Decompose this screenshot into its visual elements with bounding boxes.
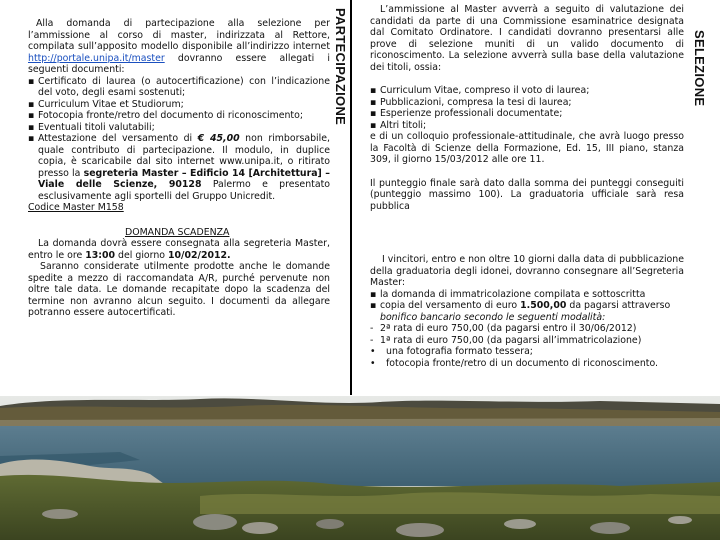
column-divider: [350, 0, 352, 395]
doc-item: ▪ Eventuali titoli valutabili;: [28, 121, 155, 133]
selection-section-label: SELEZIONE: [692, 30, 707, 107]
criteria-item: ▪ Curriculum Vitae, compreso il voto di laurea;: [370, 85, 590, 96]
deadline-text: La domanda dovrà essere consegnata alla segreteria Master, entro le ore 13:00 del giorno 10/02/2012.: [28, 238, 330, 261]
doc-item: ▪ Fotocopia fronte/retro del documento di riconoscimento;: [28, 110, 303, 121]
winners-text: I vincitori, entro e non oltre 10 giorni dalla data di pubblicazione della graduatoria degli idonei, dovranno consegnare all’Segreteria Master:: [370, 254, 684, 288]
fee-item: ▪ Attestazione del versamento di € 45,00 non rimborsabile, quale contributo di partecipazione. Il modulo, in duplice copia, è scaricabile dal sito internet www.unipa.it, o ritirato presso la segreteria Master – Edificio 14 [Architettura] – Viale delle Scienze, 90128 Palermo e presentato esclusivamente agli sportelli del Gruppo Unicredit.: [28, 133, 330, 202]
participation-column: [28, 18, 330, 319]
master-code: Codice Master M158: [28, 202, 124, 213]
deadline-title: DOMANDA SCADENZA: [125, 226, 230, 238]
payment-method-note: bonifico bancario secondo le seguenti modalità:: [380, 311, 606, 323]
extra-item: • una fotografia formato tessera;: [370, 346, 533, 357]
enroll-item: ▪ la domanda di immatricolazione compilata e sottoscritta: [370, 288, 646, 300]
selection-intro: L’ammissione al Master avverrà a seguito di valutazione dei candidati da parte di una Commissione esaminatrice designata dal Comitato Ordinatore. I candidati dovranno presentarsi alle prove di selezione muniti di un valido documento di riconoscimento. La selezione avverrà sulla base della valutazione dei titoli, ossia:: [370, 4, 684, 73]
criteria-item: ▪ Pubblicazioni, compresa la tesi di laurea;: [370, 96, 572, 108]
doc-item: ▪ Curriculum Vitae et Studiorum;: [28, 98, 184, 110]
installment-item: - 2ª rata di euro 750,00 (da pagarsi entro il 30/06/2012): [370, 323, 637, 334]
installment-item: - 1ª rata di euro 750,00 (da pagarsi all’immatricolazione): [370, 334, 642, 346]
criteria-item: ▪ Altri titoli;: [370, 119, 427, 131]
enroll-item: ▪ copia del versamento di euro 1.500,00 da pagarsi attraverso: [370, 300, 671, 311]
criteria-item: ▪ Esperienze professionali documentate;: [370, 108, 563, 119]
extra-item: • fotocopia fronte/retro di un documento di riconoscimento.: [370, 357, 658, 369]
master-portal-link[interactable]: http://portale.unipa.it/master: [28, 52, 165, 64]
participation-intro: Alla domanda di partecipazione alla selezione per l’ammissione al corso di master, indirizzata al Rettore, compilata sull’apposito modello disponibile all’indirizzo internet http://portale.unipa.it/master dovranno essere allegati i seguenti documenti:: [28, 18, 330, 75]
deadline-notes: Saranno considerate utilmente prodotte anche le domande spedite a mezzo di raccomandata A/R, purché pervenute non oltre tale data. Le domande recapitate dopo la scadenza del termine non avranno alcun seguito. I documenti da allegare potranno essere autocertificati.: [28, 261, 330, 318]
interview-text: e di un colloquio professionale-attitudinale, che avrà luogo presso la Facoltà di Scienze della Formazione, Ed. 15, III piano, stanza 309, il giorno 15/03/2012 alle ore 11.: [370, 131, 684, 165]
doc-item: ▪ Certificato di laurea (o autocertificazione) con l’indicazione del voto, degli esami sostenuti;: [28, 75, 330, 98]
coastal-landscape-photo: [0, 396, 720, 540]
selection-column: [370, 4, 684, 369]
participation-section-label: PARTECIPAZIONE: [333, 8, 348, 126]
score-text: Il punteggio finale sarà dato dalla somma dei punteggi conseguiti (punteggio massimo 100). La graduatoria ufficiale sarà resa pubblica: [370, 177, 684, 212]
